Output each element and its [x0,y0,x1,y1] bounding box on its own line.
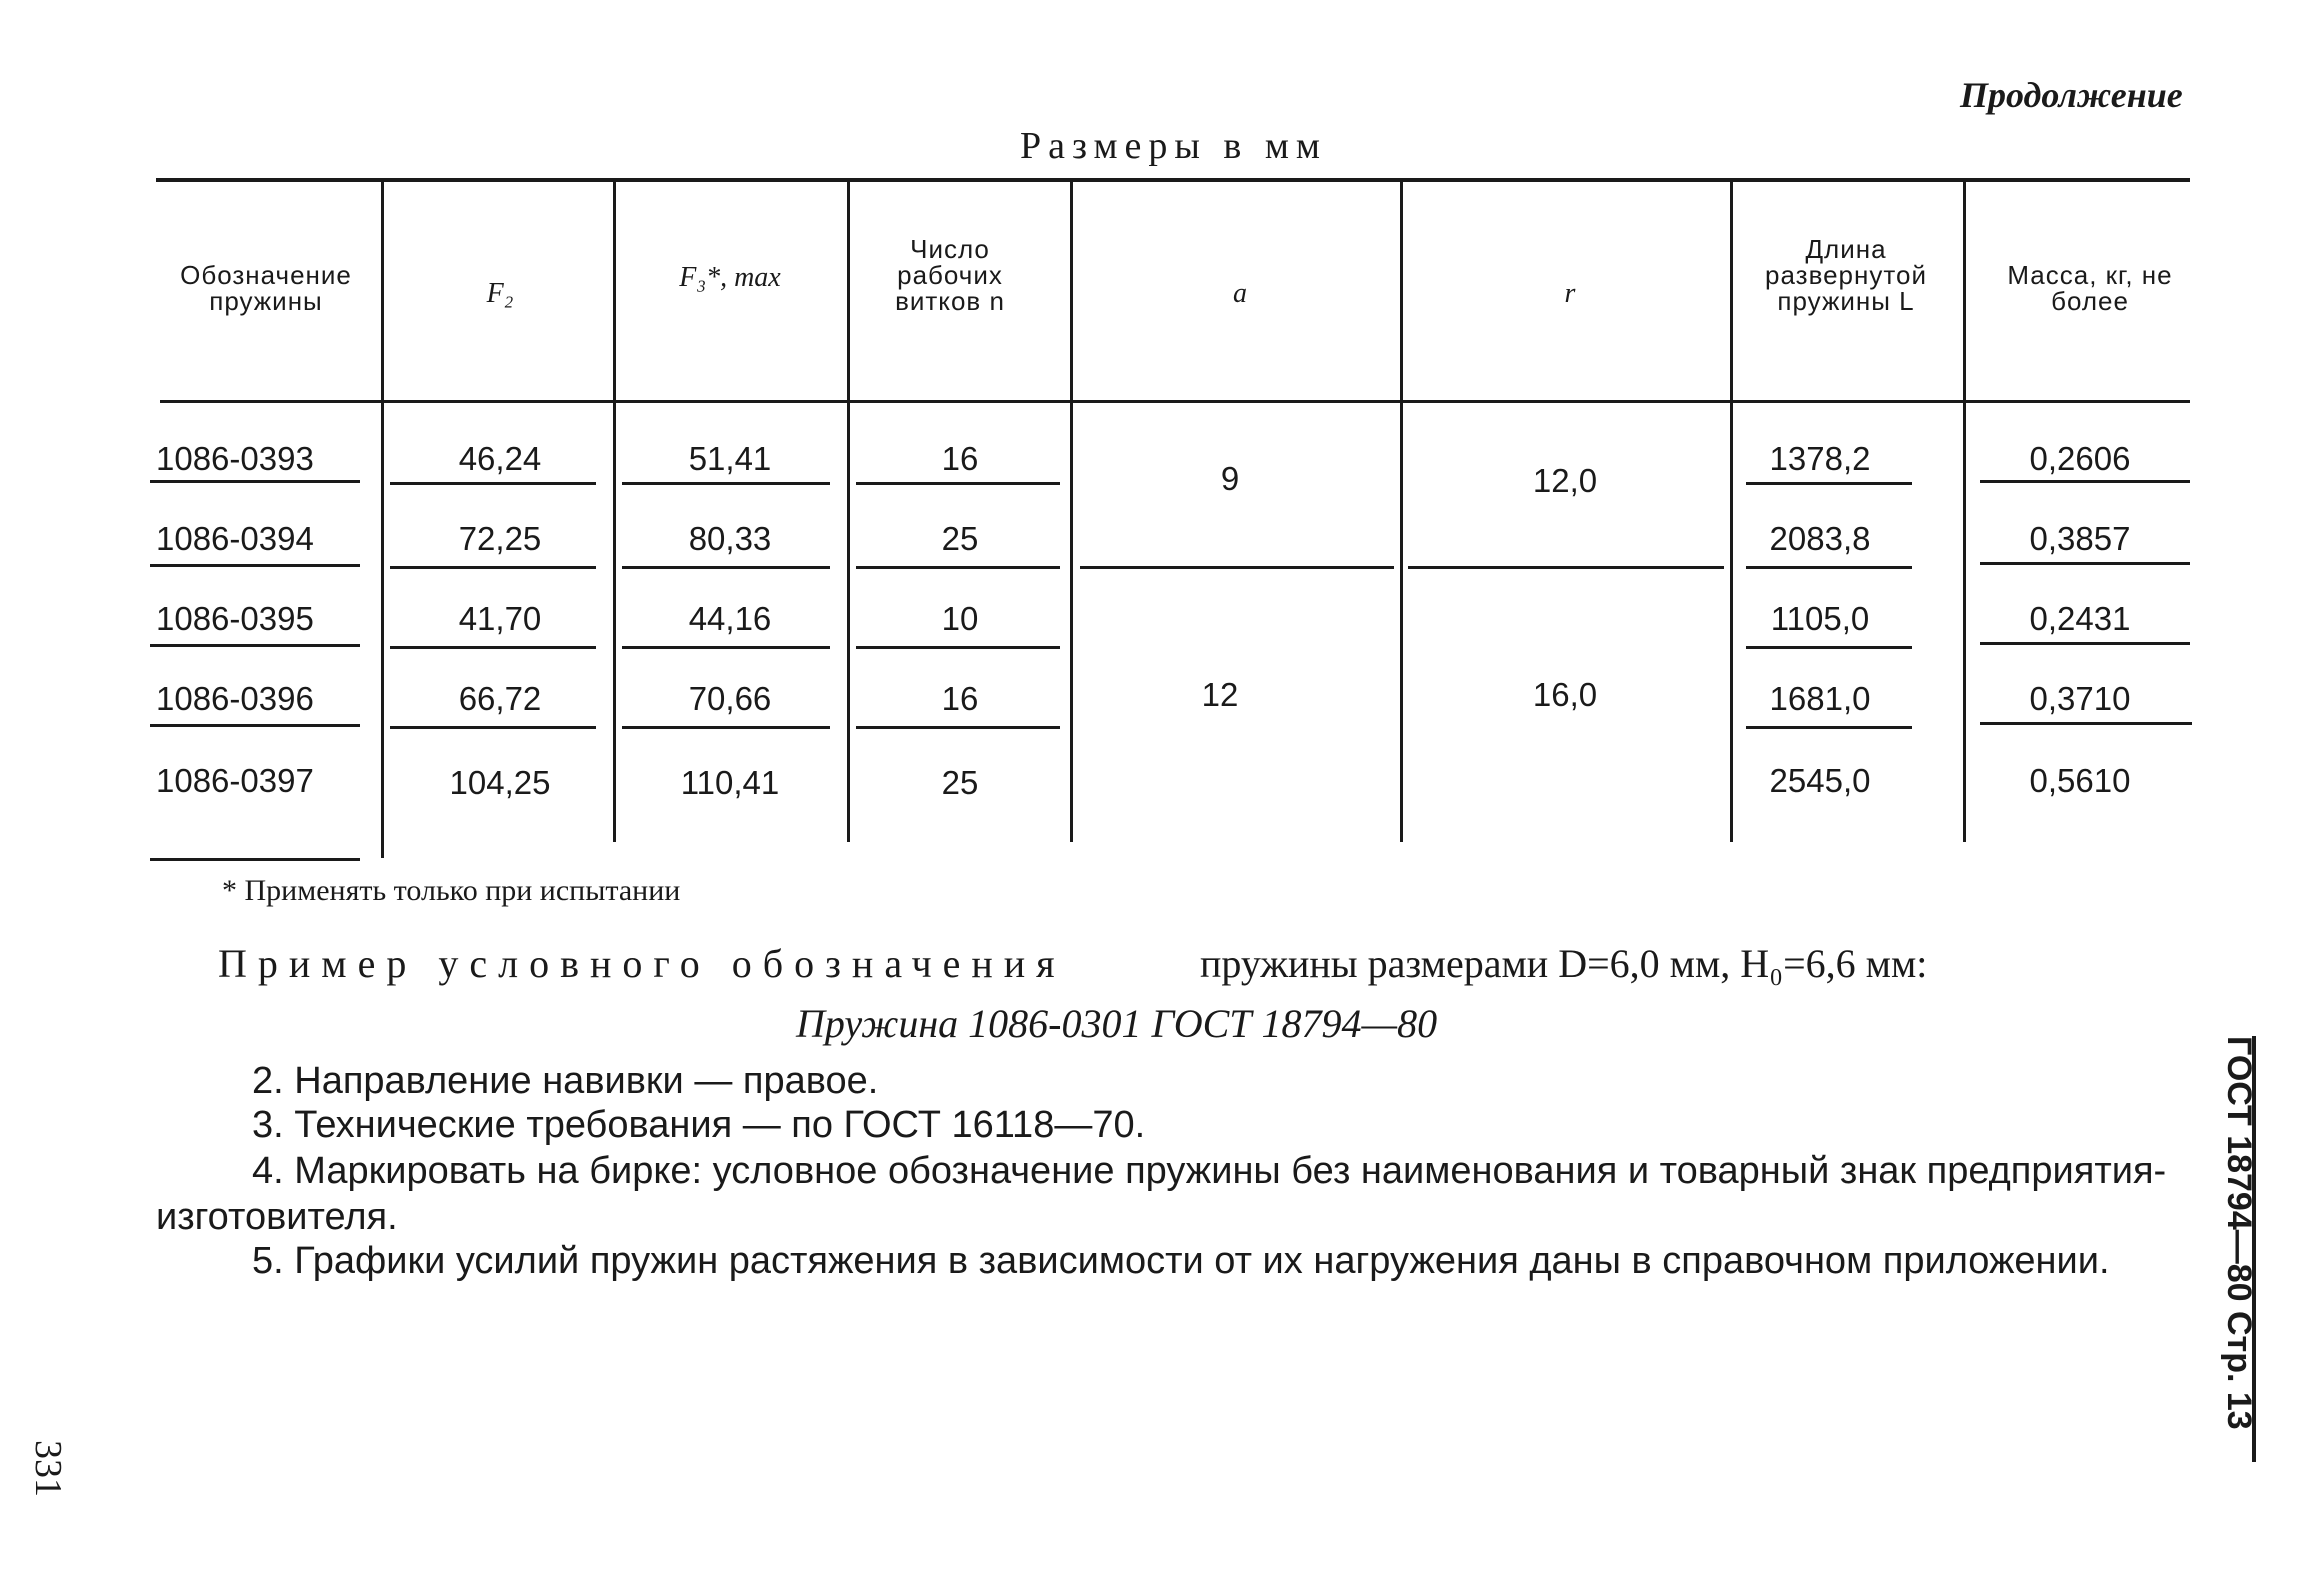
table-top-rule [156,178,2190,182]
header-f2: F₂ [486,278,514,309]
row-underline [1746,726,1912,729]
row-underline [390,482,596,485]
table-bottom-rule [150,858,360,861]
col-divider [381,182,384,858]
header-f3: F₃*, max [679,262,781,293]
row-underline [150,644,360,647]
example-lead: Пример условного обозначения [218,941,1066,986]
row-underline [622,566,830,569]
paragraph-graphs: 5. Графики усилий пружин растяжения в зависимости от их нагружения даны в справочном приложении. [252,1240,2110,1282]
row-mass: 0,5610 [2029,762,2131,799]
row-underline [390,566,596,569]
row-underline [1746,566,1912,569]
row-f3: 70,66 [688,680,772,717]
row-underline [1980,480,2190,483]
header-turns: Число рабочих витков n [895,234,1005,316]
header-mass: Масса, кг, не более [2007,260,2173,316]
row-f2: 66,72 [458,680,542,717]
row-underline [1980,562,2190,565]
row-f3: 44,16 [688,600,772,637]
merged-r-value: 12,0 [1532,462,1598,499]
row-mass: 0,2606 [2029,440,2131,477]
col-divider [1730,182,1733,842]
header-designation: Обозначение пружины [180,260,352,316]
row-underline [856,646,1060,649]
row-length: 2545,0 [1769,762,1871,799]
row-underline [150,564,360,567]
merged-r-value: 16,0 [1532,676,1598,713]
paragraph-requirements: 3. Технические требования — по ГОСТ 16118—70. [252,1104,1146,1146]
row-underline [150,480,360,483]
footnote: * Применять только при испытании [222,874,681,907]
row-f2: 46,24 [458,440,542,477]
row-length: 2083,8 [1769,520,1871,557]
row-designation: 1086-0394 [156,520,314,557]
col-divider [1400,182,1403,842]
row-f3: 80,33 [688,520,772,557]
row-underline [390,726,596,729]
row-underline [622,646,830,649]
row-designation: 1086-0396 [156,680,314,717]
row-underline [1408,566,1724,569]
row-underline [1080,566,1394,569]
row-underline [622,726,830,729]
header-length: Длина развернутой пружины L [1765,234,1927,316]
row-designation: 1086-0397 [156,762,314,799]
page-number: 331 [27,1440,69,1497]
row-underline [856,726,1060,729]
row-mass: 0,2431 [2029,600,2131,637]
table-header-rule [160,400,2190,403]
row-f3: 110,41 [680,764,780,801]
example-designation: Пружина 1086-0301 ГОСТ 18794—80 [796,1001,1438,1046]
row-underline [1746,482,1912,485]
header-a: a [1233,278,1247,309]
paragraph-winding: 2. Направление навивки — правое. [252,1060,879,1102]
row-underline [150,724,360,727]
row-underline [1980,642,2190,645]
row-f3: 51,41 [688,440,772,477]
row-n: 10 [941,600,979,637]
row-underline [390,646,596,649]
example-tail: пружины размерами D=6,0 мм, H₀=6,6 мм: [1200,941,1928,986]
row-n: 16 [941,680,979,717]
header-r: r [1564,278,1576,309]
dimensions-note: Размеры в мм [1020,125,1327,167]
continuation-label: Продолжение [1960,75,2183,115]
row-length: 1378,2 [1769,440,1871,477]
col-divider [1963,182,1966,842]
row-underline [856,482,1060,485]
sidebar-standard: ГОСТ 18794—80 Стр. 13 [2220,1036,2258,1430]
row-f2: 72,25 [458,520,542,557]
col-divider [1070,182,1073,842]
row-n: 16 [941,440,979,477]
row-designation: 1086-0395 [156,600,314,637]
paragraph-marking: 4. Маркировать на бирке: условное обозначение пружины без наименования и товарный знак предприятия-изготовителя. [156,1150,2167,1238]
row-designation: 1086-0393 [156,440,314,477]
row-length: 1105,0 [1770,600,1870,637]
row-underline [856,566,1060,569]
row-mass: 0,3857 [2029,520,2131,557]
row-f2: 104,25 [449,764,551,801]
row-length: 1681,0 [1769,680,1871,717]
row-n: 25 [941,764,979,801]
merged-a-value: 12 [1201,676,1239,713]
row-underline [1746,646,1912,649]
row-f2: 41,70 [458,600,542,637]
row-underline [622,482,830,485]
row-n: 25 [941,520,979,557]
col-divider [613,182,616,842]
col-divider [847,182,850,842]
merged-a-value: 9 [1220,460,1240,497]
row-underline [1980,722,2192,725]
row-mass: 0,3710 [2029,680,2131,717]
